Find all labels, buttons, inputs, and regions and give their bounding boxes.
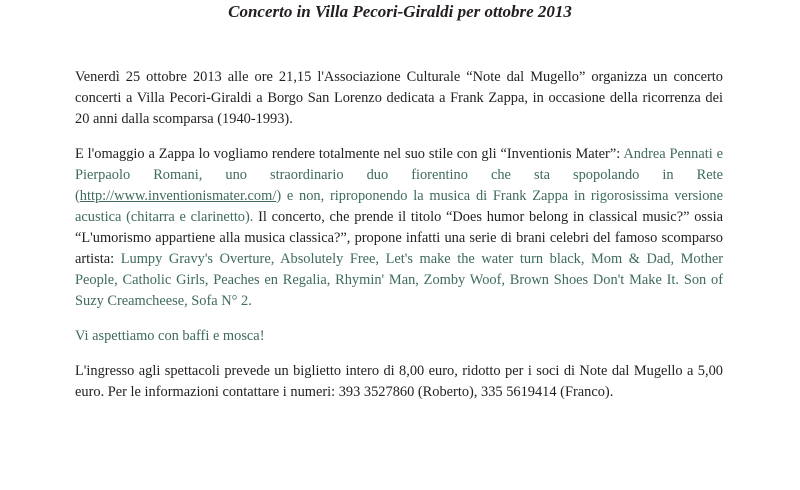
paragraph-ticket-info: L'ingresso agli spettacoli prevede un biglietto intero di 8,00 euro, ridotto per i soci di Note dal Mugello a 5,00 euro. Per le informazioni contattare i numeri: 393 3527860 (Roberto), 335 5619414 (Franco).	[75, 363, 723, 400]
duo-text: Andrea Pennati e Pierpaolo Romani, uno straordinario duo fiorentino che sta spopolando in Rete (	[75, 146, 723, 204]
document-title: Concerto in Villa Pecori-Giraldi per ottobre 2013	[228, 2, 572, 21]
concert-text: Il concerto, che prende il titolo “Does humor belong in classical music?” ossia “L'umorismo appartiene alla musica classica?”, propone infatti una serie di brani celebri del famoso scomparso artista:	[75, 209, 723, 267]
after-link-text: ) e non, riproponendo la musica di Frank Zappa in rigorosissima versione acustica (chitarra e clarinetto).	[75, 188, 723, 225]
document-body	[75, 67, 723, 417]
song-list: Lumpy Gravy's Overture, Absolutely Free, Let's make the water turn black, Mom & Dad, Mother People, Catholic Girls, Peaches en Regalia, Rhymin' Man, Zomby Woof, Brown Shoes Don't Make It. Son of Suzy Creamcheese, Sofa N° 2.	[75, 251, 723, 309]
paragraph-inventionis-mater	[75, 144, 723, 312]
intro-text: E l'omaggio a Zappa lo vogliamo rendere totalmente nel suo stile con gli “Inventionis Mater”:	[75, 146, 624, 162]
paragraph-greeting: Vi aspettiamo con baffi e mosca!	[75, 328, 265, 344]
website-link[interactable]: http://www.inventionismater.com/	[79, 188, 277, 204]
paragraph-event-announcement: Venerdì 25 ottobre 2013 alle ore 21,15 l'Associazione Culturale “Note dal Mugello” organizza un concerto concerti a Villa Pecori-Giraldi a Borgo San Lorenzo dedicata a Frank Zappa, in occasione della ricorrenza dei 20 anni dalla scomparsa (1940-1993).	[75, 69, 723, 127]
